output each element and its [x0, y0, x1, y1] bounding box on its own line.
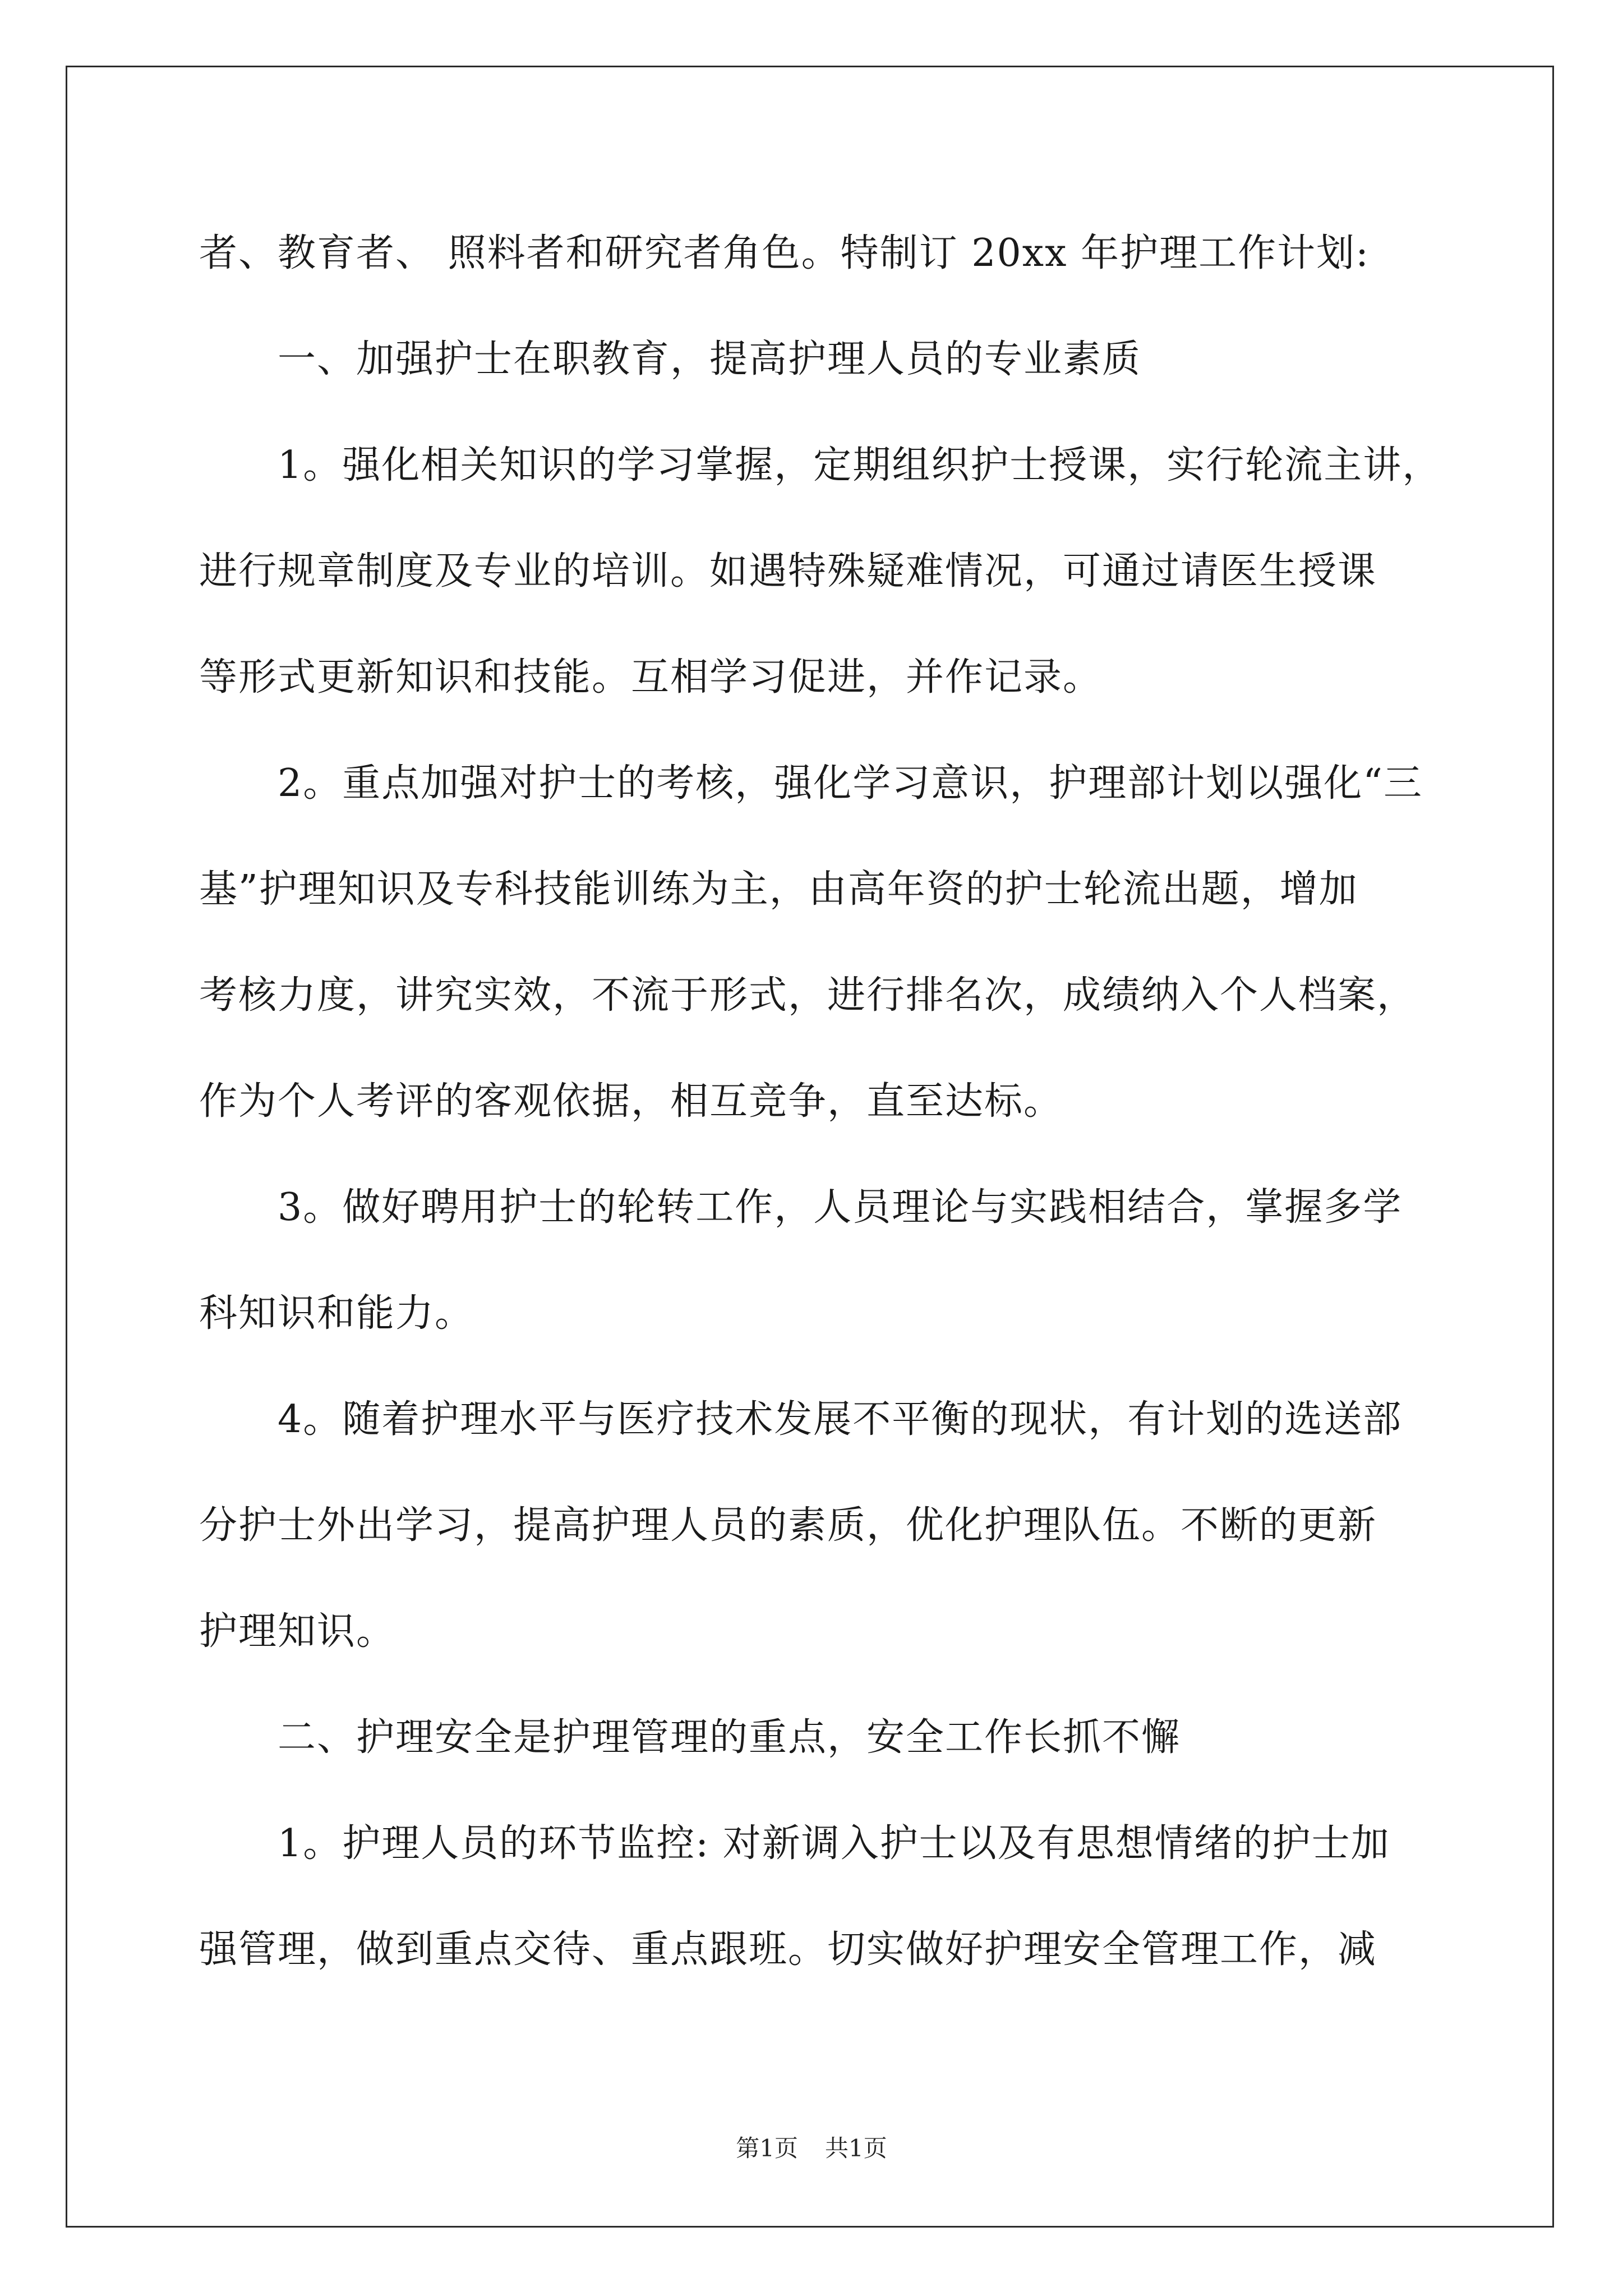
paragraph-item-3: [199, 1154, 1506, 1366]
text-line: 2。重点加强对护士的考核，强化学习意识，护理部计划以强化“三: [278, 761, 1423, 806]
text-line: 护理知识。: [199, 1609, 396, 1654]
paragraph-item-5: [199, 1791, 1506, 2003]
text-line: 者、教育者、 照料者和研究者角色。特制订 20xx 年护理工作计划:: [199, 231, 1370, 275]
page-footer: [0, 2134, 1623, 2162]
section-heading-1: [199, 306, 1506, 412]
document-body: [199, 200, 1506, 2003]
text-line: 1。护理人员的环节监控: 对新调入护士以及有思想情绪的护士加: [278, 1821, 1390, 1866]
section-heading-text: 二、护理安全是护理管理的重点，安全工作长抓不懈: [278, 1715, 1181, 1760]
text-line: 1。强化相关知识的学习掌握，定期组织护士授课，实行轮流主讲，: [278, 443, 1442, 487]
text-line: 基”护理知识及专科技能训练为主，由高年资的护士轮流出题，增加: [199, 867, 1358, 912]
text-line: 4。随着护理水平与医疗技术发展不平衡的现状，有计划的选送部: [278, 1397, 1403, 1442]
current-page-label: 第1页: [736, 2134, 798, 2162]
text-line: 科知识和能力。: [199, 1291, 474, 1336]
section-heading-2: [199, 1685, 1506, 1791]
text-line: 考核力度，讲究实效，不流于形式，进行排名次，成绩纳入个人档案，: [199, 973, 1417, 1018]
paragraph-item-4: [199, 1366, 1506, 1685]
total-pages-label: 共1页: [825, 2134, 887, 2162]
paragraph-item-2: [199, 730, 1506, 1154]
text-line: 强管理，做到重点交待、重点跟班。切实做好护理安全管理工作，减: [199, 1927, 1377, 1972]
section-heading-text: 一、加强护士在职教育，提高护理人员的专业素质: [278, 337, 1142, 381]
paragraph-continued: [199, 200, 1506, 306]
text-line: 等形式更新知识和技能。互相学习促进，并作记录。: [199, 655, 1103, 700]
text-line: 进行规章制度及专业的培训。如遇特殊疑难情况，可通过请医生授课: [199, 549, 1377, 593]
text-line: 分护士外出学习，提高护理人员的素质，优化护理队伍。不断的更新: [199, 1503, 1377, 1548]
paragraph-item-1: [199, 412, 1506, 730]
text-line: 3。做好聘用护士的轮转工作，人员理论与实践相结合，掌握多学: [278, 1185, 1403, 1230]
text-line: 作为个人考评的客观依据，相互竞争，直至达标。: [199, 1079, 1063, 1124]
